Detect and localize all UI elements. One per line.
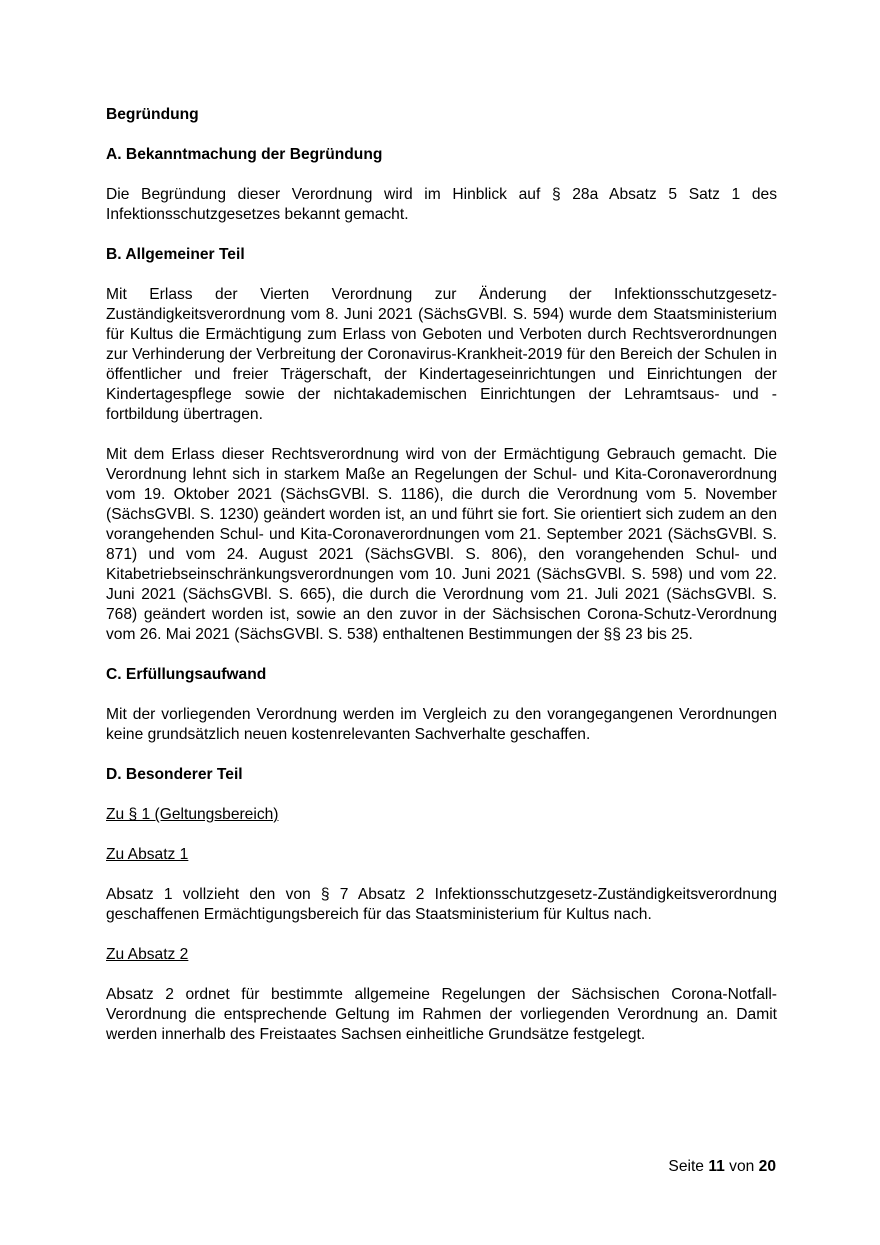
section-a-text: Die Begründung dieser Verordnung wird im Hinblick auf § 28a Absatz 5 Satz 1 des Infektionsschutzgesetzes bekannt gemacht.	[106, 186, 777, 223]
section-c-text: Mit der vorliegenden Verordnung werden im Vergleich zu den vorangegangenen Verordnungen keine grundsätzlich neuen kostenrelevanten Sachverhalte geschaffen.	[106, 706, 777, 743]
section-b-heading: B. Allgemeiner Teil	[106, 246, 245, 263]
section-b-paragraph-1: Mit Erlass der Vierten Verordnung zur Änderung der Infektionsschutzgesetz-Zuständigkeitsverordnung vom 8. Juni 2021 (SächsGVBl. S. 594) wurde dem Staatsministerium für Kultus die Ermächtigung zum Erlass von Geboten und Verboten durch Rechtsverordnungen zur Verhinderung der Verbreitung der Coronavirus-Krankheit-2019 für den Bereich der Schulen in öffentlicher und freier Trägerschaft, der Kindertageseinrichtungen und Einrichtungen der Kindertagespflege sowie der nichtakademischen Einrichtungen der Lehramtsaus- und -fortbildung übertragen.	[106, 286, 777, 423]
section-d-heading: D. Besonderer Teil	[106, 766, 243, 783]
section-c-heading: C. Erfüllungsaufwand	[106, 666, 267, 683]
absatz-2-text: Absatz 2 ordnet für bestimmte allgemeine Regelungen der Sächsischen Corona-Notfall-Verordnung die entsprechende Geltung im Rahmen der vorliegenden Verordnung an. Damit werden innerhalb des Freistaates Sachsen einheitliche Grundsätze festgelegt.	[106, 986, 777, 1043]
section-a-heading: A. Bekanntmachung der Begründung	[106, 146, 383, 163]
document-title: Begründung	[106, 106, 199, 123]
page-label: Seite	[668, 1158, 704, 1175]
subheading-paragraph-1: Zu § 1 (Geltungsbereich)	[106, 806, 279, 823]
subheading-absatz-2: Zu Absatz 2	[106, 946, 189, 963]
subheading-absatz-1: Zu Absatz 1	[106, 846, 189, 863]
page-separator: von	[729, 1158, 755, 1175]
absatz-1-text: Absatz 1 vollzieht den von § 7 Absatz 2 Infektionsschutzgesetz-Zuständigkeitsverordnung geschaffenen Ermächtigungsbereich für das Staatsministerium für Kultus nach.	[106, 886, 777, 923]
page-number	[668, 1157, 776, 1177]
current-page: 11	[708, 1158, 725, 1175]
section-b-paragraph-2: Mit dem Erlass dieser Rechtsverordnung wird von der Ermächtigung Gebrauch gemacht. Die Verordnung lehnt sich in starkem Maße an Regelungen der Schul- und Kita-Coronaverordnung vom 19. Oktober 2021 (SächsGVBl. S. 1186), die durch die Verordnung vom 5. November (SächsGVBl. S. 1230) geändert worden ist, an und führt sie fort. Sie orientiert sich zudem an den vorangehenden Schul- und Kita-Coronaverordnungen vom 21. September 2021 (SächsGVBl. S. 871) und vom 24. August 2021 (SächsGVBl. S. 806), den vorangehenden Schul- und Kitabetriebseinschränkungsverordnungen vom 10. Juni 2021 (SächsGVBl. S. 598) und vom 22. Juni 2021 (SächsGVBl. S. 665), die durch die Verordnung vom 21. Juli 2021 (SächsGVBl. S. 768) geändert worden ist, sowie an den zuvor in der Sächsischen Corona-Schutz-Verordnung vom 26. Mai 2021 (SächsGVBl. S. 538) enthaltenen Bestimmungen der §§ 23 bis 25.	[106, 446, 777, 643]
document-body	[106, 105, 777, 1065]
total-pages: 20	[758, 1158, 776, 1175]
